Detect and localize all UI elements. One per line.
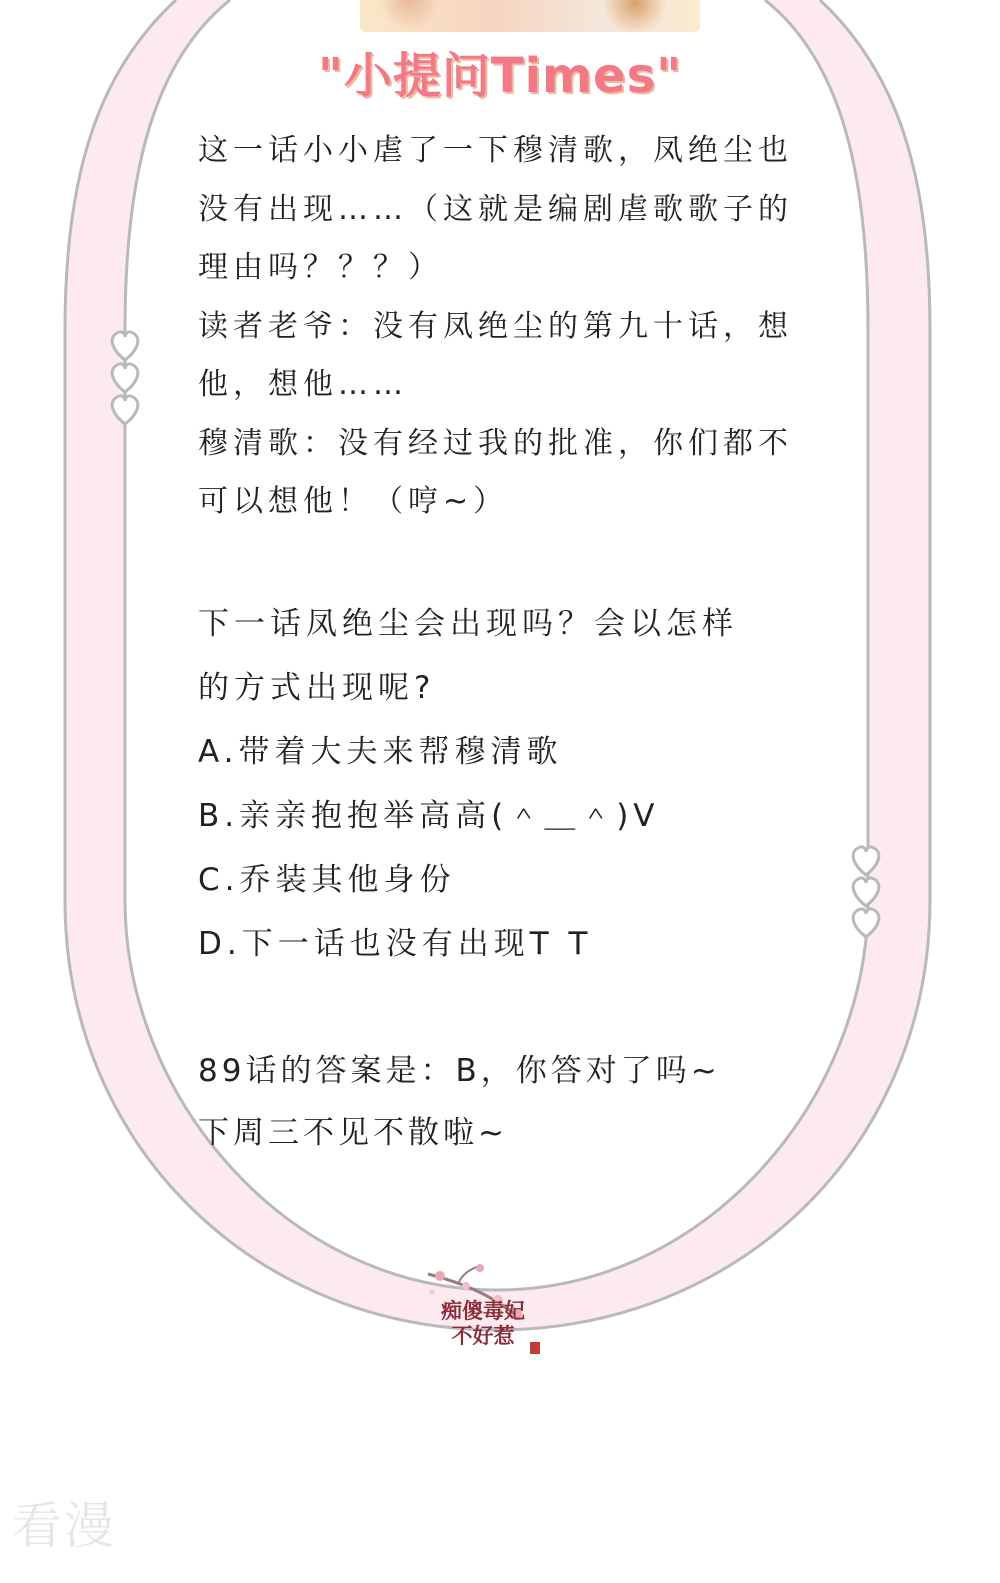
answer-line: 下周三不见不散啦~ — [198, 1115, 508, 1151]
intro-line: 穆清歌：没有经过我的批准，你们都不 — [198, 425, 793, 461]
right-hearts-icon — [853, 847, 879, 937]
watermark: 看漫 — [12, 1497, 116, 1555]
intro-line: 这一话小小虐了一下穆清歌，凤绝尘也 — [198, 133, 793, 168]
option-b: B.亲亲抱抱举高高(＾＿＾)V — [198, 798, 660, 834]
left-hearts-icon — [112, 332, 138, 424]
intro-paragraph — [198, 122, 828, 532]
question-paragraph — [198, 592, 828, 976]
intro-line: 读者老爷：没有凤绝尘的第九十话，想 — [198, 308, 793, 344]
option-d: D.下一话也没有出现T T — [198, 926, 593, 962]
option-c: C.乔装其他身份 — [198, 862, 456, 898]
intro-line: 理由吗？？？） — [198, 250, 443, 285]
question-line: 下一话凤绝尘会出现吗？会以怎样 — [198, 606, 738, 642]
header-illustration — [360, 0, 700, 32]
page-title: "小提问Times" — [317, 48, 683, 104]
answer-line: 89话的答案是：B，你答对了吗~ — [198, 1053, 721, 1089]
intro-line: 他，想他…… — [198, 367, 408, 402]
option-a: A.带着大夫来帮穆清歌 — [198, 734, 563, 770]
intro-line: 可以想他！（哼~） — [198, 484, 509, 519]
intro-line: 没有出现……（这就是编剧虐歌歌子的 — [198, 191, 793, 227]
question-line: 的方式出现呢? — [198, 670, 436, 706]
logo-text: 痴傻毒妃 不好惹 — [441, 1298, 525, 1348]
comic-logo — [418, 1262, 548, 1372]
answer-paragraph — [198, 1040, 828, 1164]
